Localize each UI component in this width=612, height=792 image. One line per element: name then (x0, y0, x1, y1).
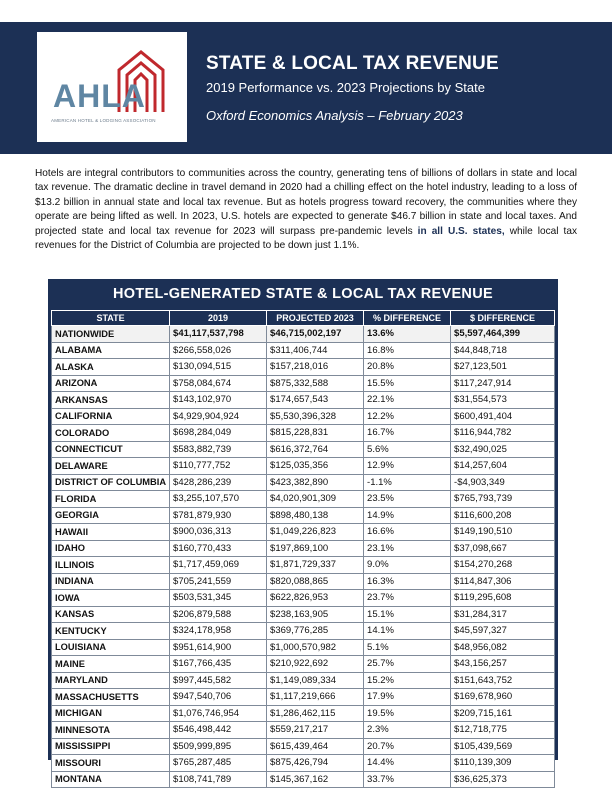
pct-difference-cell: 23.5% (364, 491, 451, 508)
table-row (52, 672, 555, 689)
table-row (52, 441, 555, 458)
projected-2023-cell: $820,088,865 (267, 573, 364, 590)
dollar-difference-cell: $31,284,317 (451, 606, 555, 623)
dollar-difference-cell: $31,554,573 (451, 392, 555, 409)
pct-difference-cell: 13.6% (364, 326, 451, 343)
pct-difference-cell: 2.3% (364, 722, 451, 739)
projected-2023-cell: $1,149,089,334 (267, 672, 364, 689)
value-2019-cell: $509,999,895 (170, 738, 267, 755)
state-cell: HAWAII (52, 524, 170, 541)
table-row (52, 408, 555, 425)
projected-2023-cell: $1,049,226,823 (267, 524, 364, 541)
state-cell: MISSISSIPPI (52, 738, 170, 755)
dollar-difference-cell: $600,491,404 (451, 408, 555, 425)
state-cell: GEORGIA (52, 507, 170, 524)
value-2019-cell: $206,879,588 (170, 606, 267, 623)
column-header-dollar-difference: $ DIFFERENCE (451, 311, 555, 326)
projected-2023-cell: $615,439,464 (267, 738, 364, 755)
value-2019-cell: $765,287,485 (170, 755, 267, 772)
state-cell: COLORADO (52, 425, 170, 442)
table-row (52, 359, 555, 376)
table-row (52, 590, 555, 607)
state-cell: MARYLAND (52, 672, 170, 689)
state-cell: CONNECTICUT (52, 441, 170, 458)
projected-2023-cell: $4,020,901,309 (267, 491, 364, 508)
projected-2023-cell: $46,715,002,197 (267, 326, 364, 343)
state-cell: MASSACHUSETTS (52, 689, 170, 706)
table-title: HOTEL-GENERATED STATE & LOCAL TAX REVENUE (113, 286, 493, 302)
pct-difference-cell: 5.1% (364, 639, 451, 656)
pct-difference-cell: 12.9% (364, 458, 451, 475)
dollar-difference-cell: $110,139,309 (451, 755, 555, 772)
projected-2023-cell: $1,117,219,666 (267, 689, 364, 706)
table-row (52, 573, 555, 590)
projected-2023-cell: $197,869,100 (267, 540, 364, 557)
value-2019-cell: $143,102,970 (170, 392, 267, 409)
dollar-difference-cell: $116,944,782 (451, 425, 555, 442)
dollar-difference-cell: $48,956,082 (451, 639, 555, 656)
pct-difference-cell: 16.3% (364, 573, 451, 590)
value-2019-cell: $1,717,459,069 (170, 557, 267, 574)
ahla-logo (37, 32, 187, 142)
dollar-difference-cell: $154,270,268 (451, 557, 555, 574)
pct-difference-cell: 25.7% (364, 656, 451, 673)
state-cell: KENTUCKY (52, 623, 170, 640)
value-2019-cell: $41,117,537,798 (170, 326, 267, 343)
pct-difference-cell: 33.7% (364, 771, 451, 788)
pct-difference-cell: 17.9% (364, 689, 451, 706)
pct-difference-cell: 15.5% (364, 375, 451, 392)
state-cell: ILLINOIS (52, 557, 170, 574)
projected-2023-cell: $125,035,356 (267, 458, 364, 475)
table-row (52, 375, 555, 392)
intro-paragraph (35, 167, 577, 253)
pct-difference-cell: 14.4% (364, 755, 451, 772)
projected-2023-cell: $210,922,692 (267, 656, 364, 673)
value-2019-cell: $698,284,049 (170, 425, 267, 442)
state-cell: LOUISIANA (52, 639, 170, 656)
state-cell: KANSAS (52, 606, 170, 623)
value-2019-cell: $110,777,752 (170, 458, 267, 475)
pct-difference-cell: 23.1% (364, 540, 451, 557)
pct-difference-cell: 15.2% (364, 672, 451, 689)
table-row (52, 656, 555, 673)
intro-text-before: Hotels are integral contributors to communities across the country, generating tens of billions of dollars in state and local tax revenue. The dramatic decline in travel demand in 2020 had a chilling effect on the hotel industry, leading to a loss of $13.2 billion in annual state and local tax revenue. But as hotels progress toward recovery, the communities where they operate are being lifted as well. In 2023, U.S. hotels are expected to generate $46.7 billion in state and local taxes. And projected state and local tax revenue for 2023 will surpass pre-pandemic levels (35, 168, 577, 237)
projected-2023-cell: $311,406,744 (267, 342, 364, 359)
projected-2023-cell: $1,286,462,115 (267, 705, 364, 722)
value-2019-cell: $167,766,435 (170, 656, 267, 673)
dollar-difference-cell: $12,718,775 (451, 722, 555, 739)
table-row (52, 507, 555, 524)
projected-2023-cell: $898,480,138 (267, 507, 364, 524)
projected-2023-cell: $145,367,162 (267, 771, 364, 788)
dollar-difference-cell: $32,490,025 (451, 441, 555, 458)
state-cell: MINNESOTA (52, 722, 170, 739)
table-row (52, 524, 555, 541)
dollar-difference-cell: $105,439,569 (451, 738, 555, 755)
table-row (52, 491, 555, 508)
dollar-difference-cell: $169,678,960 (451, 689, 555, 706)
state-cell: IDAHO (52, 540, 170, 557)
state-cell: ALASKA (52, 359, 170, 376)
state-cell: ARKANSAS (52, 392, 170, 409)
dollar-difference-cell: $119,295,608 (451, 590, 555, 607)
dollar-difference-cell: $45,597,327 (451, 623, 555, 640)
table-header-row (52, 311, 555, 326)
value-2019-cell: $160,770,433 (170, 540, 267, 557)
state-cell: DISTRICT OF COLUMBIA (52, 474, 170, 491)
value-2019-cell: $130,094,515 (170, 359, 267, 376)
table-row (52, 392, 555, 409)
page-subtitle: 2019 Performance vs. 2023 Projections by State (206, 80, 485, 95)
pct-difference-cell: 20.7% (364, 738, 451, 755)
projected-2023-cell: $616,372,764 (267, 441, 364, 458)
projected-2023-cell: $1,871,729,337 (267, 557, 364, 574)
header-banner (0, 22, 612, 154)
state-cell: MICHIGAN (52, 705, 170, 722)
table-row (52, 606, 555, 623)
logo-wordmark: AHLA (53, 78, 146, 114)
column-header-2019: 2019 (170, 311, 267, 326)
value-2019-cell: $1,076,746,954 (170, 705, 267, 722)
value-2019-cell: $3,255,107,570 (170, 491, 267, 508)
pct-difference-cell: 16.6% (364, 524, 451, 541)
state-cell: DELAWARE (52, 458, 170, 475)
value-2019-cell: $503,531,345 (170, 590, 267, 607)
pct-difference-cell: 16.8% (364, 342, 451, 359)
dollar-difference-cell: $765,793,739 (451, 491, 555, 508)
state-cell: ALABAMA (52, 342, 170, 359)
pct-difference-cell: 14.9% (364, 507, 451, 524)
dollar-difference-cell: $116,600,208 (451, 507, 555, 524)
table-row (52, 738, 555, 755)
dollar-difference-cell: $117,247,914 (451, 375, 555, 392)
pct-difference-cell: 5.6% (364, 441, 451, 458)
value-2019-cell: $583,882,739 (170, 441, 267, 458)
value-2019-cell: $997,445,582 (170, 672, 267, 689)
value-2019-cell: $108,741,789 (170, 771, 267, 788)
state-cell: ARIZONA (52, 375, 170, 392)
dollar-difference-cell: $43,156,257 (451, 656, 555, 673)
value-2019-cell: $324,178,958 (170, 623, 267, 640)
dollar-difference-cell: $5,597,464,399 (451, 326, 555, 343)
value-2019-cell: $758,084,674 (170, 375, 267, 392)
state-cell: FLORIDA (52, 491, 170, 508)
dollar-difference-cell: $27,123,501 (451, 359, 555, 376)
value-2019-cell: $947,540,706 (170, 689, 267, 706)
tax-revenue-table-panel (48, 279, 558, 785)
value-2019-cell: $705,241,559 (170, 573, 267, 590)
pct-difference-cell: 19.5% (364, 705, 451, 722)
table-row (52, 623, 555, 640)
value-2019-cell: $951,614,900 (170, 639, 267, 656)
intro-text-after: while local tax revenues for the District of Columbia are projected to be down just 1.1%. (35, 225, 578, 252)
dollar-difference-cell: $149,190,510 (451, 524, 555, 541)
table-row (52, 474, 555, 491)
value-2019-cell: $900,036,313 (170, 524, 267, 541)
projected-2023-cell: $815,228,831 (267, 425, 364, 442)
dollar-difference-cell: $14,257,604 (451, 458, 555, 475)
value-2019-cell: $781,879,930 (170, 507, 267, 524)
pct-difference-cell: 14.1% (364, 623, 451, 640)
dollar-difference-cell: $44,848,718 (451, 342, 555, 359)
state-cell: IOWA (52, 590, 170, 607)
table-row (52, 722, 555, 739)
column-header-pct-difference: % DIFFERENCE (364, 311, 451, 326)
value-2019-cell: $546,498,442 (170, 722, 267, 739)
projected-2023-cell: $157,218,016 (267, 359, 364, 376)
intro-highlight: in all U.S. states, (417, 225, 505, 237)
page-source: Oxford Economics Analysis – February 2023 (206, 108, 463, 123)
projected-2023-cell: $423,382,890 (267, 474, 364, 491)
table-row (52, 689, 555, 706)
page-title: STATE & LOCAL TAX REVENUE (206, 53, 499, 74)
pct-difference-cell: 12.2% (364, 408, 451, 425)
dollar-difference-cell: $209,715,161 (451, 705, 555, 722)
table-row (52, 425, 555, 442)
state-cell: NATIONWIDE (52, 326, 170, 343)
projected-2023-cell: $559,217,217 (267, 722, 364, 739)
table-row (52, 540, 555, 557)
table-row (52, 771, 555, 788)
value-2019-cell: $428,286,239 (170, 474, 267, 491)
dollar-difference-cell: $114,847,306 (451, 573, 555, 590)
pct-difference-cell: 22.1% (364, 392, 451, 409)
projected-2023-cell: $5,530,396,328 (267, 408, 364, 425)
projected-2023-cell: $1,000,570,982 (267, 639, 364, 656)
table-row (52, 639, 555, 656)
column-header-projected-2023: PROJECTED 2023 (267, 311, 364, 326)
projected-2023-cell: $238,163,905 (267, 606, 364, 623)
table-row (52, 557, 555, 574)
state-cell: CALIFORNIA (52, 408, 170, 425)
pct-difference-cell: 20.8% (364, 359, 451, 376)
dollar-difference-cell: $151,643,752 (451, 672, 555, 689)
pct-difference-cell: 9.0% (364, 557, 451, 574)
pct-difference-cell: 15.1% (364, 606, 451, 623)
value-2019-cell: $4,929,904,924 (170, 408, 267, 425)
column-header-state: STATE (52, 311, 170, 326)
state-cell: MONTANA (52, 771, 170, 788)
table-row (52, 342, 555, 359)
state-cell: MISSOURI (52, 755, 170, 772)
logo-tagline: AMERICAN HOTEL & LODGING ASSOCIATION (51, 118, 156, 123)
dollar-difference-cell: $37,098,667 (451, 540, 555, 557)
tax-revenue-table (51, 310, 555, 788)
table-row (52, 326, 555, 343)
state-cell: INDIANA (52, 573, 170, 590)
table-row (52, 755, 555, 772)
table-row (52, 705, 555, 722)
pct-difference-cell: 23.7% (364, 590, 451, 607)
dollar-difference-cell: -$4,903,349 (451, 474, 555, 491)
value-2019-cell: $266,558,026 (170, 342, 267, 359)
pct-difference-cell: -1.1% (364, 474, 451, 491)
pct-difference-cell: 16.7% (364, 425, 451, 442)
dollar-difference-cell: $36,625,373 (451, 771, 555, 788)
table-row (52, 458, 555, 475)
table-body (52, 326, 555, 788)
projected-2023-cell: $875,332,588 (267, 375, 364, 392)
projected-2023-cell: $875,426,794 (267, 755, 364, 772)
state-cell: MAINE (52, 656, 170, 673)
projected-2023-cell: $622,826,953 (267, 590, 364, 607)
projected-2023-cell: $174,657,543 (267, 392, 364, 409)
projected-2023-cell: $369,776,285 (267, 623, 364, 640)
